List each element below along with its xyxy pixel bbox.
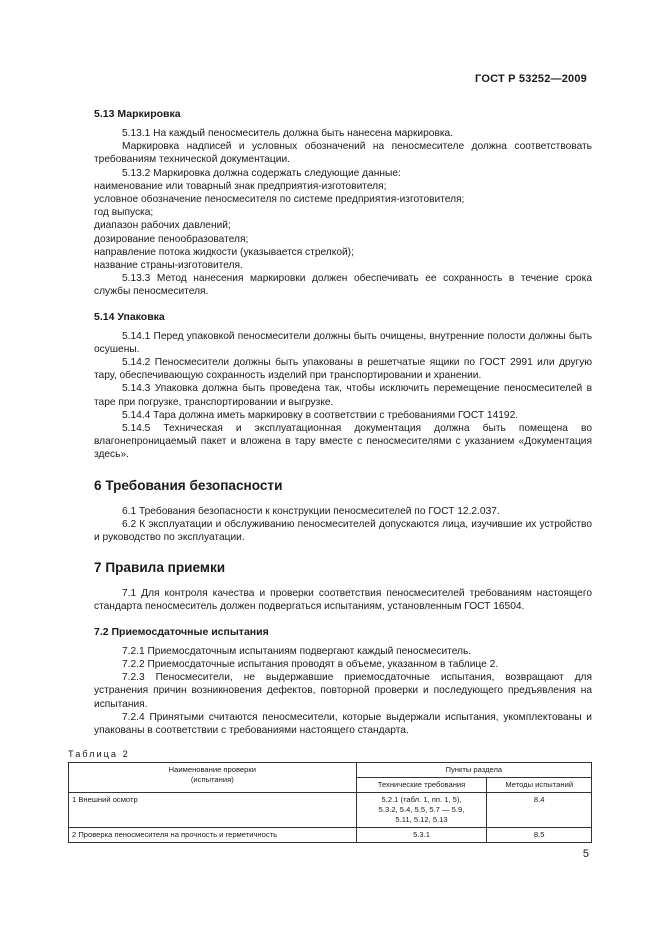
section-5-13-heading: 5.13 Маркировка	[94, 108, 181, 120]
list-item: дозирование пенообразователя;	[94, 233, 249, 245]
list-item: диапазон рабочих давлений;	[94, 220, 231, 232]
page-number: 5	[582, 848, 589, 860]
column-group-header: Пункты раздела	[356, 763, 591, 778]
table-row	[69, 828, 592, 843]
table-cell-method: 8.4	[487, 793, 592, 828]
paragraph-5-14-4: 5.14.4 Тара должна иметь маркировку в соответствии с требованиями ГОСТ 14192.	[122, 409, 519, 421]
table-cell-name: 2 Проверка пеносмесителя на прочность и герметичность	[69, 828, 357, 843]
list-item: год выпуска;	[94, 207, 154, 219]
paragraph-7-2-2: 7.2.2 Приемосдаточные испытания проводят в объеме, указанном в таблице 2.	[122, 658, 499, 670]
list-item: условное обозначение пеносмесителя по системе предприятия-изготовителя;	[94, 194, 465, 206]
document-code: ГОСТ Р 53252—2009	[475, 73, 587, 85]
paragraph-7-2-1: 7.2.1 Приемосдаточным испытаниям подвергают каждый пеносмеситель.	[122, 645, 472, 657]
paragraph-7-2-4: 7.2.4 Принятыми считаются пеносмесители, которые выдержали испытания, укомплектованы и упакованы в соответствии с требованиями настоящего стандарта.	[94, 711, 592, 736]
table-cell-tech: 5.2.1 (табл. 1, пп. 1, 5), 5.3.2, 5.4, 5.5, 5.7 — 5.9, 5.11, 5.12, 5.13	[356, 793, 487, 828]
paragraph-6-2: 6.2 К эксплуатации и обслуживанию пеносмесителей допускаются лица, изучившие их устройство и руководство по эксплуатации.	[94, 518, 592, 544]
section-7-heading: 7 Правила приемки	[94, 560, 226, 576]
column-header-methods: Методы испытаний	[487, 778, 592, 793]
section-5-14-heading: 5.14 Упаковка	[94, 310, 165, 323]
paragraph-5-14-5: 5.14.5 Техническая и эксплуатационная документация должна быть помещена во влагонепроницаемый пакет и вложена в тару вместе с пеносмесителями с указанием «Документация здесь».	[94, 423, 592, 461]
paragraph-5-13-3: 5.13.3 Метод нанесения маркировки должен обеспечивать ее сохранность в течение срока службы пеносмесителя.	[94, 273, 592, 298]
section-7-2-heading: 7.2 Приемосдаточные испытания	[94, 625, 269, 638]
paragraph-5-13-2: 5.13.2 Маркировка должна содержать следующие данные:	[122, 167, 401, 179]
paragraph-5-13-1: 5.13.1 На каждый пеносмеситель должна быть нанесена маркировка.	[122, 128, 454, 139]
paragraph-5-14-3: 5.14.3 Упаковка должна быть проведена так, чтобы исключить перемещение пеносмесителей в таре при погрузке, транспортировании и выгрузке.	[94, 383, 592, 408]
list-item: направление потока жидкости (указывается стрелкой);	[94, 246, 354, 258]
section-6-heading: 6 Требования безопасности	[94, 477, 283, 493]
table-row	[69, 793, 592, 828]
table-caption: Таблица 2	[68, 749, 130, 760]
paragraph-7-1: 7.1 Для контроля качества и проверки соответствия пеносмесителей требованиям настоящего стандарта пеносмеситель должен подвергаться испытаниям, установленным ГОСТ 16504.	[94, 588, 592, 613]
column-header-tech: Технические требования	[356, 778, 487, 793]
paragraph-7-2-3: 7.2.3 Пеносмесители, не выдержавшие приемосдаточные испытания, возвращают для устранения причин возникновения дефектов, повторной проверки и последующего предъявления на испытания.	[94, 672, 592, 710]
paragraph-5-14-1: 5.14.1 Перед упаковкой пеносмесители должны быть очищены, внутренние полости должны быть осушены.	[94, 330, 592, 355]
table-cell-method: 8.5	[487, 828, 592, 843]
column-header-name: Наименование проверки (испытания)	[69, 763, 357, 793]
table-cell-name: 1 Внешний осмотр	[69, 793, 357, 828]
paragraph-5-14-2: 5.14.2 Пеносмесители должны быть упакованы в решетчатые ящики по ГОСТ 2991 или другую тару, обеспечивающую сохранность изделий при транспортировании и хранении.	[94, 357, 592, 382]
table-cell-tech: 5.3.1	[356, 828, 487, 843]
table-2	[68, 762, 592, 843]
paragraph-marking-requirements: Маркировка надписей и условных обозначений на пеносмесителе должна соответствовать требованиям технической документации.	[94, 141, 592, 166]
list-item: наименование или товарный знак предприятия-изготовителя;	[94, 180, 387, 192]
list-item: название страны-изготовителя.	[94, 260, 243, 272]
paragraph-6-1: 6.1 Требования безопасности к конструкции пеносмесителей по ГОСТ 12.2.037.	[122, 505, 500, 517]
page-content	[68, 108, 592, 843]
